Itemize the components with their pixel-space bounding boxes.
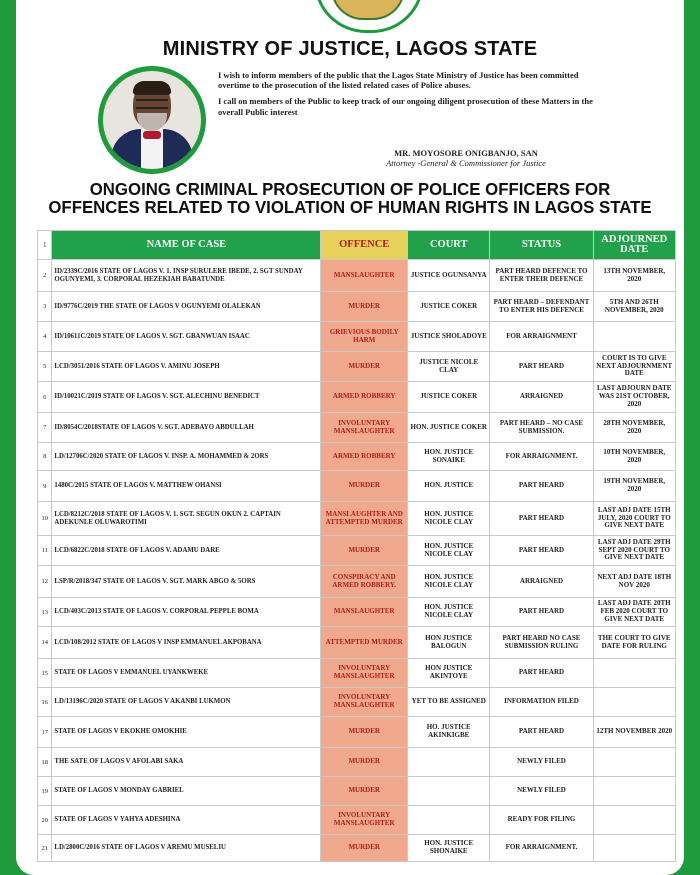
court-cell: HON. JUSTICE NICOLE CLAY [408,566,490,598]
signatory-title: Attorney -General & Commissioner for Justice [386,158,546,169]
case-name: LD/13196C/2020 STATE OF LAGOS V AKANBI LUKMON [52,688,321,717]
signatory-name: MR. MOYOSORE ONIGBANJO, SAN [394,148,538,158]
case-name: STATE OF LAGOS V YAHYA ADESHINA [52,806,321,835]
adjourned-date-cell: LAST ADJ DATE 20TH FEB 2020 COURT TO GIVE NEXT DATE [593,598,675,627]
court-cell: HON JUSTICE BALOGUN [408,627,490,659]
offence-cell: MURDER [321,835,408,862]
table-row [38,598,676,627]
case-name: LCD/6822C/2018 STATE OF LAGOS V. ADAMU DARE [52,536,321,566]
court-cell: HON. JUSTICE SONAIKE [408,443,490,471]
case-name: LCD/3051/2016 STATE OF LAGOS V. AMINU JOSEPH [52,352,321,382]
adjourned-date-cell: NEXT ADJ DATE 18TH NOV 2020 [593,566,675,598]
status-cell: PART HEARD NO CASE SUBMISSION RULING [490,627,593,659]
adjourned-date-cell [593,748,675,777]
offence-cell: MURDER [321,717,408,748]
court-cell: JUSTICE COKER [408,292,490,322]
case-name: ID/8054C/2018STATE OF LAGOS V. SGT. ADEBAYO ABDULLAH [52,413,321,443]
court-cell: HO. JUSTICE AKINKIGBE [408,717,490,748]
message-paragraph-2: I call on members of the Public to keep track of our ongoing diligent prosecution of these Matters in the overall Public interest [218,96,593,117]
table-row [38,443,676,471]
status-cell: ARRAIGNED [490,382,593,413]
row-number: 6 [38,382,52,413]
row-number: 12 [38,566,52,598]
headline-line-1: ONGOING CRIMINAL PROSECUTION OF POLICE OFFICERS FOR [89,179,611,199]
row-number: 7 [38,413,52,443]
table-row [38,835,676,862]
status-cell: PART HEARD [490,659,593,688]
table-row [38,659,676,688]
row-number: 11 [38,536,52,566]
status-cell: PART HEARD [490,471,593,502]
offence-cell: MANSLAUGHTER [321,598,408,627]
court-cell: HON. JUSTICE COKER [408,413,490,443]
offence-cell: CONSPIRACY AND ARMED ROBBERY. [321,566,408,598]
case-name: LCD/403C/2013 STATE OF LAGOS V. CORPORAL PEPPLE BOMA [52,598,321,627]
status-cell: PART HEARD [490,502,593,536]
status-cell: PART HEARD [490,598,593,627]
table-row [38,413,676,443]
offence-cell: INVOLUNTARY MANSLAUGHTER [321,806,408,835]
court-cell: JUSTICE SHOLADOYE [408,322,490,352]
adjourned-date-cell: 13TH NOVEMBER, 2020 [593,260,675,292]
state-seal-emblem [314,0,424,33]
status-cell: NEWLY FILED [490,777,593,806]
status-cell: ARRAIGNED [490,566,593,598]
offence-cell: MURDER [321,352,408,382]
offence-cell: MURDER [321,536,408,566]
ministry-title: MINISTRY OF JUSTICE, LAGOS STATE [162,38,538,60]
offence-cell: MANSLAUGHTER [321,260,408,292]
offence-cell: MANSLAUGHTER AND ATTEMPTED MURDER [321,502,408,536]
table-row [38,352,676,382]
cases-table [37,230,676,862]
adjourned-date-cell: 19TH NOVEMBER, 2020 [593,471,675,502]
row-number: 8 [38,443,52,471]
offence-cell: GRIEVIOUS BODILY HARM [321,322,408,352]
row-number: 2 [38,260,52,292]
court-cell: HON JUSTICE AKINTOYE [408,659,490,688]
offence-cell: ARMED ROBBERY [321,443,408,471]
status-cell: INFORMATION FILED [490,688,593,717]
court-cell: JUSTICE COKER [408,382,490,413]
court-cell [408,806,490,835]
status-cell: NEWLY FILED [490,748,593,777]
status-cell: PART HEARD [490,352,593,382]
adjourned-date-cell: LAST ADJ DATE 15TH JULY, 2020 COURT TO GIVE NEXT DATE [593,502,675,536]
page-headline [29,180,670,217]
adjourned-date-cell: 10TH NOVEMBER, 2020 [593,443,675,471]
table-row [38,688,676,717]
adjourned-date-cell [593,777,675,806]
status-cell: PART HEARD [490,536,593,566]
adjourned-date-cell: LAST ADJOURN DATE WAS 21ST OCTOBER, 2020 [593,382,675,413]
header-name-of-case: NAME OF CASE [52,231,321,260]
court-cell: JUSTICE OGUNSANYA [408,260,490,292]
row-number: 21 [38,835,52,862]
row-number: 4 [38,322,52,352]
status-cell: FOR ARRAIGNMENT [490,322,593,352]
table-row [38,382,676,413]
table-row [38,566,676,598]
offence-cell: INVOLUNTARY MANSLAUGHTER [321,688,408,717]
table-row [38,471,676,502]
row-number: 19 [38,777,52,806]
table-header-row [38,231,676,260]
adjourned-date-cell: LAST ADJ DATE 29TH SEPT 2020 COURT TO GIVE NEXT DATE [593,536,675,566]
row-number: 20 [38,806,52,835]
adjourned-date-cell: 12TH NOVEMBER 2020 [593,717,675,748]
table-row [38,292,676,322]
adjourned-date-cell [593,688,675,717]
status-cell: READY FOR FILING [490,806,593,835]
table-row [38,806,676,835]
row-number: 13 [38,598,52,627]
header-row-number: 1 [38,231,52,260]
offence-cell: MURDER [321,777,408,806]
table-row [38,717,676,748]
status-cell: PART HEARD – NO CASE SUBMISSION. [490,413,593,443]
header-status: STATUS [490,231,593,260]
header-offence: OFFENCE [321,231,408,260]
headline-line-2: OFFENCES RELATED TO VIOLATION OF HUMAN RIGHTS IN LAGOS STATE [48,197,652,218]
case-name: THE SATE OF LAGOS V AFOLABI SAKA [52,748,321,777]
case-name: STATE OF LAGOS V EMMANUEL UYANKWEKE [52,659,321,688]
offence-cell: INVOLUNTARY MANSLAUGHTER [321,413,408,443]
table-row [38,777,676,806]
adjourned-date-cell [593,322,675,352]
header-adjourned-date: ADJOURNED DATE [593,231,675,260]
offence-cell: ARMED ROBBERY [321,382,408,413]
adjourned-date-cell: 28TH NOVEMBER, 2020 [593,413,675,443]
row-number: 18 [38,748,52,777]
case-name: LCD/8212C/2018 STATE OF LAGOS V. 1. SGT. SEGUN OKUN 2. CAPTAIN ADEKUNLE OLUWAROTIMI [52,502,321,536]
court-cell: HON. JUSTICE NICOLE CLAY [408,598,490,627]
signature-block [316,148,616,168]
status-cell: PART HEARD [490,717,593,748]
adjourned-date-cell: THE COURT TO GIVE DATE FOR RULING [593,627,675,659]
adjourned-date-cell: COURT IS TO GIVE NEXT ADJOURNMENT DATE [593,352,675,382]
row-number: 5 [38,352,52,382]
case-name: ID/2339C/2016 STATE OF LAGOS V. 1. INSP SURULERE IBEDE, 2. SGT SUNDAY OGUNYEMI, 3. CORPORAL HEZEKIAH BABATUNDE [52,260,321,292]
row-number: 17 [38,717,52,748]
case-name: LCD/108/2012 STATE OF LAGOS V INSP EMMANUEL AKPOBANA [52,627,321,659]
case-name: ID/10611C/2019 STATE OF LAGOS V. SGT. GBANWUAN ISAAC [52,322,321,352]
poster-sheet [16,0,684,875]
message-paragraph-1: I wish to inform members of the public that the Lagos State Ministry of Justice has been committed overtime to the prosecution of the listed related cases of Police abuses. [218,70,579,91]
offence-cell: INVOLUNTARY MANSLAUGHTER [321,659,408,688]
table-row [38,260,676,292]
case-name: 1480C/2015 STATE OF LAGOS V. MATTHEW OHANSI [52,471,321,502]
case-name: LD/2800C/2016 STATE OF LAGOS V AREMU MUSELIU [52,835,321,862]
court-cell: JUSTICE NICOLE CLAY [408,352,490,382]
case-name: LSP/R/2018/347 STATE OF LAGOS V. SGT. MARK ABGO & 5ORS [52,566,321,598]
offence-cell: ATTEMPTED MURDER [321,627,408,659]
status-cell: PART HEARD DEFENCE TO ENTER THEIR DEFENCE [490,260,593,292]
case-name: STATE OF LAGOS V MONDAY GABRIEL [52,777,321,806]
row-number: 9 [38,471,52,502]
offence-cell: MURDER [321,748,408,777]
court-cell: YET TO BE ASSIGNED [408,688,490,717]
court-cell: HON. JUSTICE NICOLE CLAY [408,502,490,536]
case-name: ID/9776C/2019 THE STATE OF LAGOS V OGUNYEMI OLALEKAN [52,292,321,322]
table-row [38,322,676,352]
court-cell [408,748,490,777]
adjourned-date-cell: 5TH AND 26TH NOVEMBER, 2020 [593,292,675,322]
table-row [38,536,676,566]
court-cell: HON. JUSTICE SHONAIKE [408,835,490,862]
status-cell: PART HEARD – DEFENDANT TO ENTER HIS DEFENCE [490,292,593,322]
case-name: ID/10021C/2019 STATE OF LAGOS V. SGT. ALECHINU BENEDICT [52,382,321,413]
public-message [218,70,598,123]
row-number: 3 [38,292,52,322]
table-row [38,748,676,777]
adjourned-date-cell [593,806,675,835]
table-row [38,627,676,659]
status-cell: FOR ARRAIGNMENT. [490,443,593,471]
row-number: 16 [38,688,52,717]
header-court: COURT [408,231,490,260]
court-cell: HON. JUSTICE [408,471,490,502]
table-row [38,502,676,536]
court-cell [408,777,490,806]
offence-cell: MURDER [321,292,408,322]
offence-cell: MURDER [321,471,408,502]
case-name: STATE OF LAGOS V EKOKHE OMOKHIE [52,717,321,748]
adjourned-date-cell [593,659,675,688]
commissioner-portrait [98,66,206,174]
status-cell: FOR ARRAIGNMENT. [490,835,593,862]
row-number: 14 [38,627,52,659]
row-number: 15 [38,659,52,688]
case-name: LD/12706C/2020 STATE OF LAGOS V. INSP. A. MOHAMMED & 2ORS [52,443,321,471]
court-cell: HON. JUSTICE NICOLE CLAY [408,536,490,566]
adjourned-date-cell [593,835,675,862]
row-number: 10 [38,502,52,536]
